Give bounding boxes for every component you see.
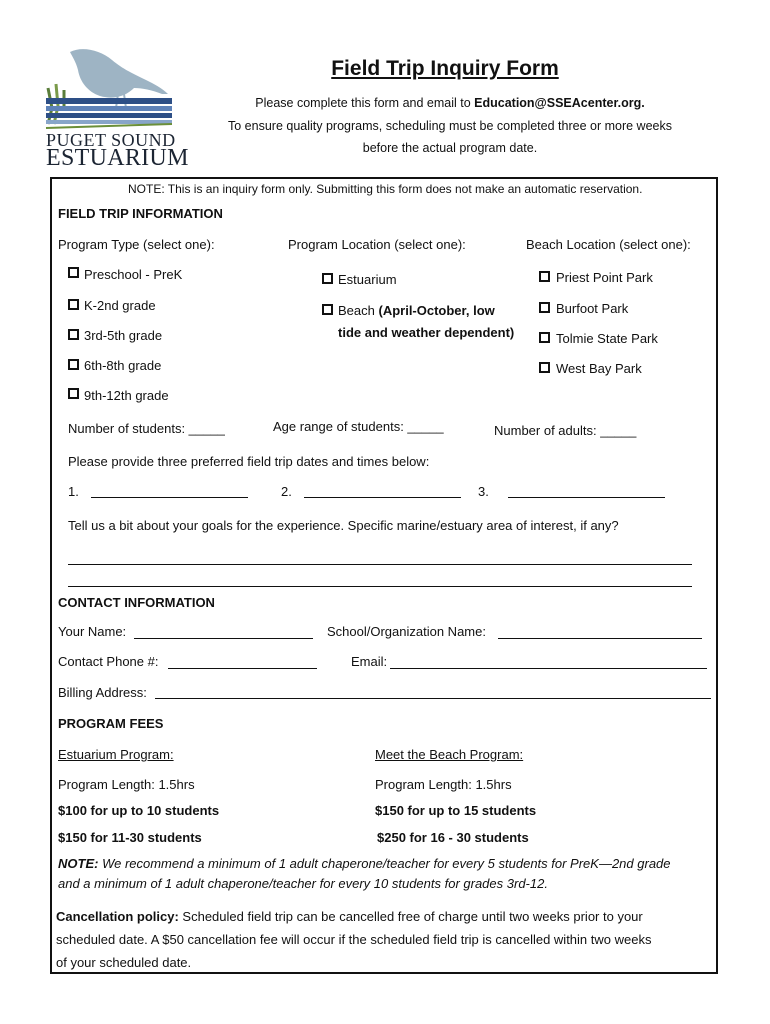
checkbox-9-12[interactable] bbox=[68, 388, 79, 399]
checkbox-west-bay[interactable] bbox=[539, 362, 550, 373]
name-label: Your Name: bbox=[58, 624, 127, 639]
billing-label: Billing Address: bbox=[58, 685, 147, 700]
logo-line1: PUGET SOUND bbox=[46, 130, 176, 150]
cancellation-line2: scheduled date. A $50 cancellation fee will occur if the scheduled field trip is cancelled within two weeks bbox=[56, 932, 652, 947]
school-label: School/Organization Name: bbox=[327, 624, 486, 639]
goals-line-1[interactable] bbox=[68, 564, 692, 565]
beach-location-label: Beach Location (select one): bbox=[526, 237, 691, 252]
checkbox-beach[interactable] bbox=[322, 304, 333, 315]
beach-length: Program Length: 1.5hrs bbox=[375, 777, 512, 792]
email-label: Email: bbox=[351, 654, 388, 669]
option-estuarium: Estuarium bbox=[338, 272, 397, 287]
checkbox-burfoot[interactable] bbox=[539, 302, 550, 313]
inquiry-notice: NOTE: This is an inquiry form only. Submitting this form does not make an automatic reservation. bbox=[128, 182, 643, 196]
checkbox-tolmie[interactable] bbox=[539, 332, 550, 343]
date-field-1[interactable] bbox=[91, 497, 248, 498]
option-9-12: 9th-12th grade bbox=[84, 388, 169, 403]
cancellation-line3: of your scheduled date. bbox=[56, 955, 192, 970]
beach-note: tide and weather dependent) bbox=[338, 325, 515, 340]
phone-field[interactable] bbox=[168, 668, 317, 669]
checkbox-preschool[interactable] bbox=[68, 267, 79, 278]
program-type-label: Program Type (select one): bbox=[58, 237, 215, 252]
beach-program-title: Meet the Beach Program: bbox=[375, 747, 524, 762]
intro-line2: To ensure quality programs, scheduling must be completed three or more weeks bbox=[228, 119, 672, 133]
option-preschool: Preschool - PreK bbox=[84, 267, 183, 282]
form-title: Field Trip Inquiry Form bbox=[331, 57, 559, 80]
email-field[interactable] bbox=[390, 668, 707, 669]
intro-line1: Please complete this form and email to Education@SSEAcenter.org. bbox=[255, 96, 645, 110]
beach-fee-2: $250 for 16 - 30 students bbox=[377, 830, 529, 845]
option-k2: K-2nd grade bbox=[84, 298, 156, 313]
option-priest-point: Priest Point Park bbox=[556, 270, 653, 285]
contact-heading: CONTACT INFORMATION bbox=[58, 595, 215, 610]
checkbox-6-8[interactable] bbox=[68, 359, 79, 370]
cancellation-line1: Cancellation policy: Scheduled field trip can be cancelled free of charge until two weeks prior to your bbox=[56, 909, 643, 924]
form-box bbox=[50, 177, 718, 974]
phone-label: Contact Phone #: bbox=[58, 654, 159, 669]
option-beach: Beach (April-October, low bbox=[338, 303, 495, 318]
estuarium-fee-2: $150 for 11-30 students bbox=[58, 830, 202, 845]
beach-fee-1: $150 for up to 15 students bbox=[375, 803, 537, 818]
num-adults-field[interactable]: Number of adults: _____ bbox=[494, 423, 637, 438]
fees-heading: PROGRAM FEES bbox=[58, 716, 164, 731]
name-field[interactable] bbox=[134, 638, 313, 639]
billing-field[interactable] bbox=[155, 698, 711, 699]
field-trip-heading: FIELD TRIP INFORMATION bbox=[58, 206, 223, 221]
intro-line3: before the actual program date. bbox=[362, 141, 538, 155]
program-location-label: Program Location (select one): bbox=[288, 237, 466, 252]
checkbox-k2[interactable] bbox=[68, 299, 79, 310]
date-field-3[interactable] bbox=[508, 497, 665, 498]
age-range-field[interactable]: Age range of students: _____ bbox=[273, 419, 444, 434]
option-6-8: 6th-8th grade bbox=[84, 358, 162, 373]
goals-prompt: Tell us a bit about your goals for the experience. Specific marine/estuary area of interest, if any? bbox=[68, 518, 619, 533]
dates-prompt: Please provide three preferred field trip dates and times below: bbox=[68, 454, 430, 469]
option-tolmie: Tolmie State Park bbox=[556, 331, 658, 346]
estuarium-program-title: Estuarium Program: bbox=[58, 747, 174, 762]
school-field[interactable] bbox=[498, 638, 702, 639]
num-students-field[interactable]: Number of students: _____ bbox=[68, 421, 225, 436]
checkbox-priest-point[interactable] bbox=[539, 271, 550, 282]
goals-line-2[interactable] bbox=[68, 586, 692, 587]
estuarium-length: Program Length: 1.5hrs bbox=[58, 777, 195, 792]
estuarium-fee-1: $100 for up to 10 students bbox=[58, 803, 220, 818]
date-num-3: 3. bbox=[478, 484, 489, 499]
option-3-5: 3rd-5th grade bbox=[84, 328, 163, 343]
option-west-bay: West Bay Park bbox=[556, 361, 642, 376]
checkbox-estuarium[interactable] bbox=[322, 273, 333, 284]
chaperone-note-line1: NOTE: We recommend a minimum of 1 adult chaperone/teacher for every 5 students for PreK—2nd grade bbox=[58, 856, 671, 871]
date-field-2[interactable] bbox=[304, 497, 461, 498]
date-num-1: 1. bbox=[68, 484, 79, 499]
date-num-2: 2. bbox=[281, 484, 292, 499]
logo-line2: ESTUARIUM bbox=[46, 145, 189, 171]
checkbox-3-5[interactable] bbox=[68, 329, 79, 340]
option-burfoot: Burfoot Park bbox=[556, 301, 629, 316]
chaperone-note-line2: and a minimum of 1 adult chaperone/teacher for every 10 students for grades 3rd-12. bbox=[58, 876, 548, 891]
